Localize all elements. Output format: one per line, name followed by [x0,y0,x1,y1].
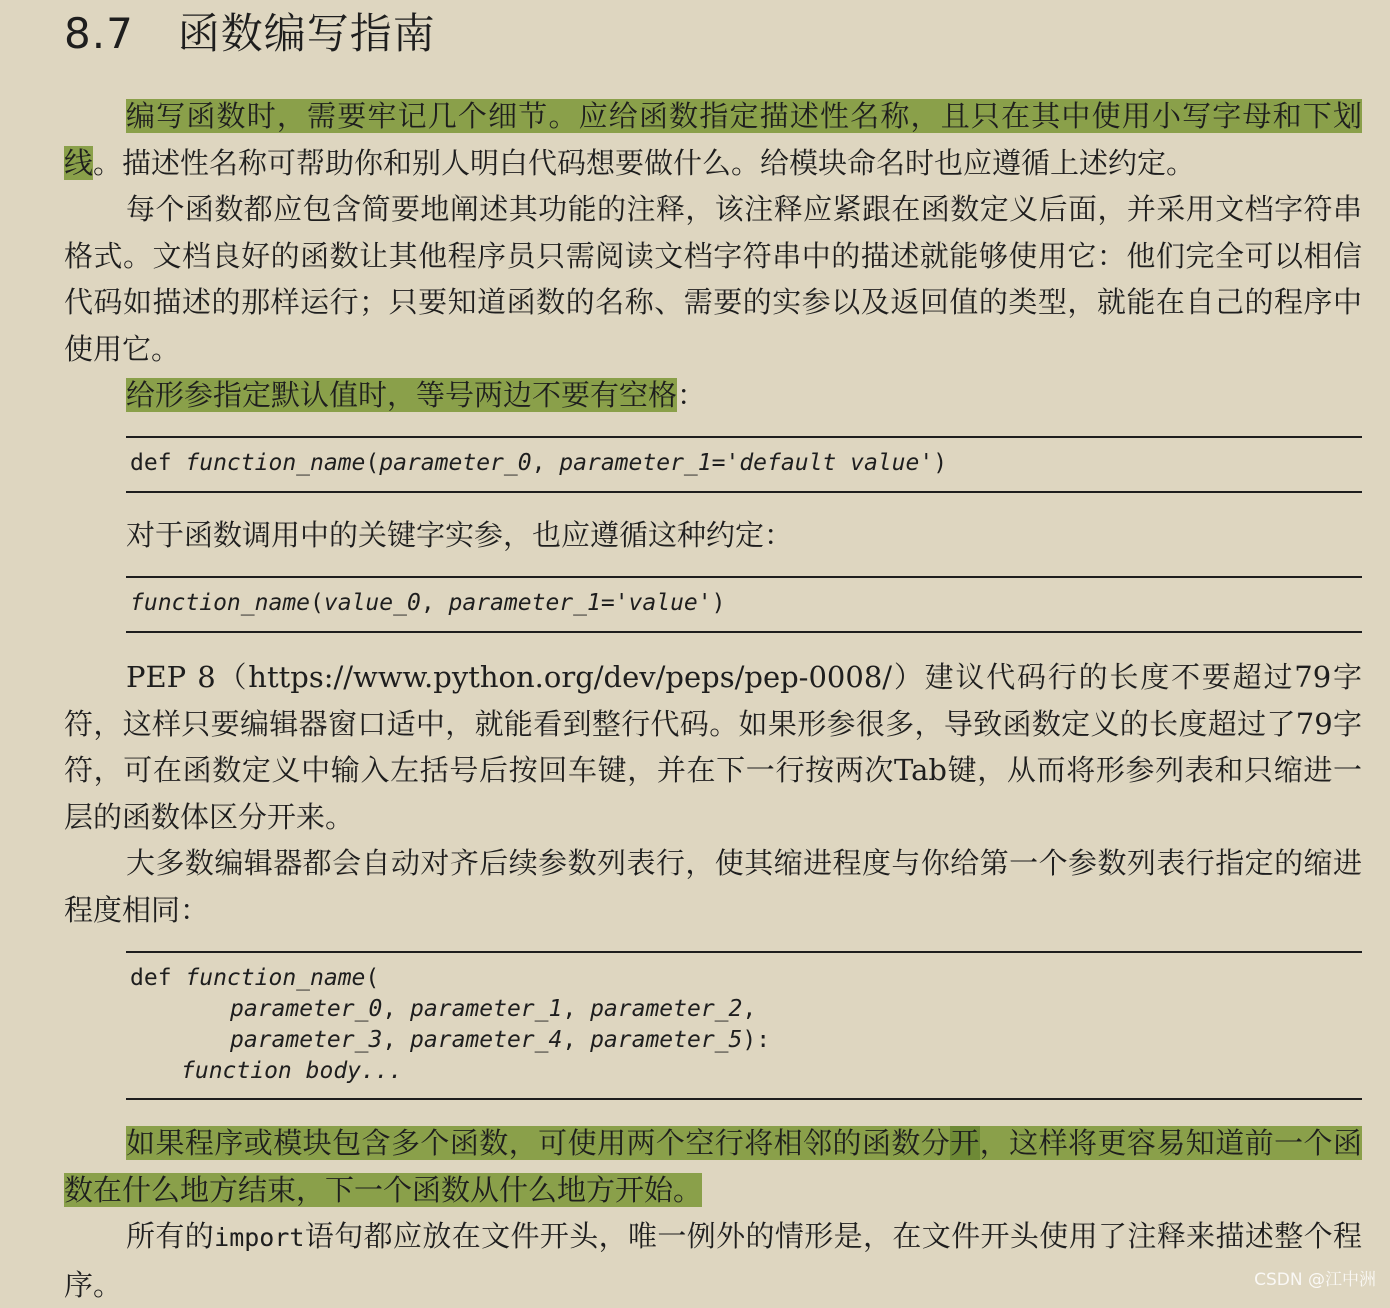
code-param: value_0 [323,590,421,616]
code-param: parameter_3 [230,1027,383,1053]
code-punct: , [531,450,560,476]
code-punct: ') [697,590,726,616]
watermark: CSDN @江中洲 [1254,1270,1376,1290]
code-punct: ( [365,965,380,991]
paragraph-docstring: 每个函数都应包含简要地阐述其功能的注释，该注释应紧跟在函数定义后面，并采用文档字符串格式。文档良好的函数让其他程序员只需阅读文档字符串中的描述就能够使用它：他们完全可以相信代码如描述的那样运行；只要知道函数的名称、需要的实参以及返回值的类型，就能在自己的程序中使用它。 [64,192,1362,366]
code-punct: , [382,996,411,1022]
code-param: parameter_2 [590,996,743,1022]
code-punct: ( [365,450,380,476]
paragraph-default-values [64,372,1362,419]
code-keyword: def [130,965,186,991]
paragraph-editor-align: 大多数编辑器都会自动对齐后续参数列表行，使其缩进程度与你给第一个参数列表行指定的缩进程度相同： [64,846,1362,927]
code-punct: , [382,1027,411,1053]
highlight-blank-lines-b: ，这样将更容易知道前一个函数在什么地方结束，下一个函数从什么地方开始。 [64,1126,1362,1207]
code-punct: , [562,996,591,1022]
code-param: parameter_1 [410,996,563,1022]
code-line [130,590,726,616]
highlight-blank-lines-a: 如果程序或模块包含多个函数，可使用两个空行将相邻的函数分 [126,1126,951,1160]
code-line [230,996,756,1022]
code-string: value [628,590,698,616]
code-body: function body... [181,1058,403,1084]
paragraph-imports-a: 所有的 [126,1219,215,1253]
highlight-default-values: 给形参指定默认值时，等号两边不要有空格 [126,378,678,412]
paragraph-imports [64,1213,1362,1308]
code-punct: , [562,1027,591,1053]
code-block-multiline-def [126,951,1362,1100]
inline-code-import: import [214,1223,305,1252]
paragraph-blank-lines [64,1120,1362,1213]
code-param: parameter_1 [448,590,601,616]
section-number: 8.7 [64,9,134,58]
paragraph-imports-b: 语句都应放在文件开头，唯一例外的情形是，在文件开头使用了注释来描述整个程序。 [64,1219,1362,1302]
code-param: parameter_1 [559,450,712,476]
section-heading [64,6,436,62]
code-function-name: function_name [185,450,366,476]
paragraph-naming [64,93,1362,186]
code-punct: ( [310,590,324,616]
code-param: parameter_4 [410,1027,563,1053]
code-line [130,450,947,476]
highlight-blank-lines-dark: 开 [950,1126,980,1160]
code-keyword: def [130,450,186,476]
code-punct: , [420,590,449,616]
code-param: parameter_0 [379,450,532,476]
section-title: 函数编写指南 [177,9,436,58]
paragraph-keyword-args: 对于函数调用中的关键字实参，也应遵循这种约定： [126,518,794,552]
code-punct: ') [919,450,948,476]
paragraph-pep8: PEP 8（https://www.python.org/dev/peps/pep-0008/）建议代码行的长度不要超过79字符，这样只要编辑器窗口适中，就能看到整行代码。如果形参很多，导致函数定义的长度超过了79字符，可在函数定义中输入左括号后按回车键，并在下一行按两次Tab键，从而将形参列表和只缩进一层的函数体区分开来。 [64,660,1362,834]
code-block-default-param [126,436,1362,493]
code-param: parameter_5 [590,1027,743,1053]
code-line [130,965,379,991]
code-punct: , [742,996,757,1022]
code-function-name: function_name [185,965,366,991]
code-string: default value [739,450,920,476]
code-param: parameter_0 [230,996,383,1022]
code-punct: =' [711,450,740,476]
code-function-name: function_name [130,590,311,616]
paragraph-default-values-colon: ： [677,378,707,412]
code-punct: =' [600,590,629,616]
code-line [181,1058,403,1084]
code-block-keyword-call [126,576,1362,633]
paragraph-naming-rest: 。描述性名称可帮助你和别人明白代码想要做什么。给模块命名时也应遵循上述约定。 [93,145,1196,180]
code-punct: ): [742,1027,771,1053]
highlight-naming: 编写函数时，需要牢记几个细节。应给函数指定描述性名称，且只在其中使用小写字母和下划线 [64,99,1362,180]
code-line [230,1027,770,1053]
